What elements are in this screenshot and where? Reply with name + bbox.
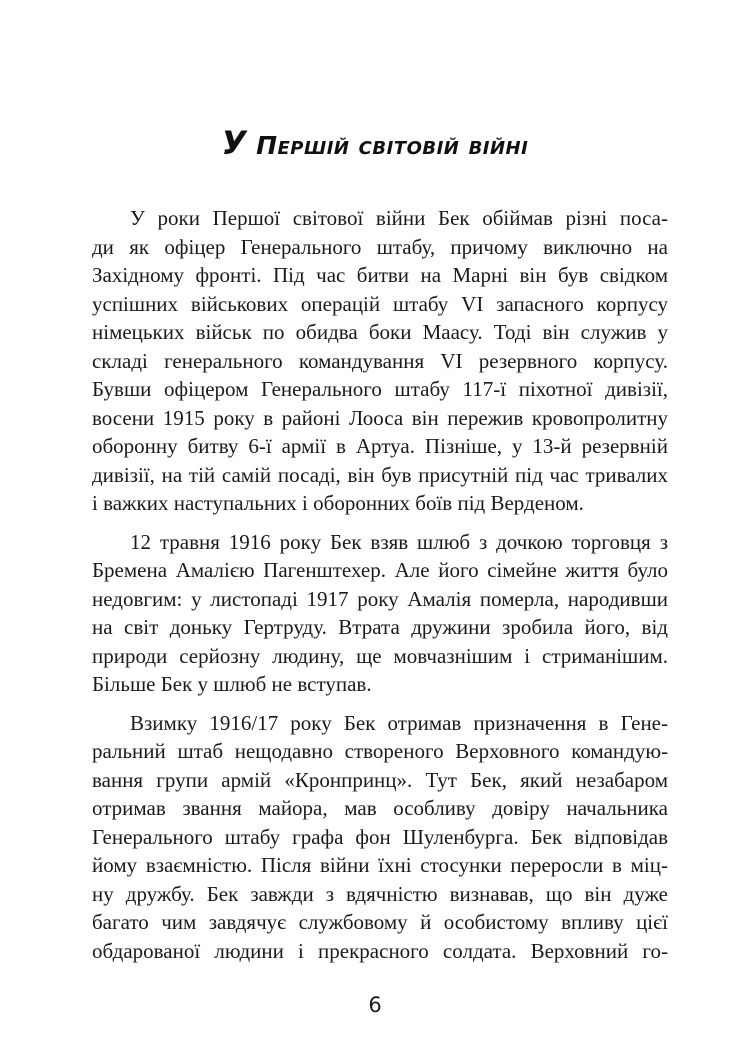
text-line: восени 1915 року в районі Лооса він пережив кровопролитну [92, 405, 668, 430]
text-line: недовгим: у листопаді 1917 року Амалія померла, народивши [92, 586, 668, 611]
text-line: отримав звання майора, мав особливу довіру начальника [92, 796, 668, 820]
text-line: ди як офіцер Генерального штабу, причому виключно на [92, 234, 668, 259]
text-line: ральний штаб нещодавно створеного Верховного командую- [92, 739, 668, 763]
text-line: німецьких військ по обидва боки Маасу. Тоді він служив у [92, 320, 668, 344]
chapter-title [0, 124, 750, 162]
text-line: Взимку 1916/17 року Бек отримав призначення в Гене- [130, 710, 668, 735]
text-line: дивізії, на тій самій посаді, він був присутній під час тривалих [92, 462, 668, 487]
text-line: 12 травня 1916 року Бек взяв шлюб з дочкою торговця з [130, 529, 668, 554]
text-line: Бремена Амалією Пагенштехер. Але його сімейне життя було [92, 558, 668, 582]
text-line: багато чим завдячує службовому й особистому впливу цієї [92, 910, 668, 934]
text-line: У роки Першої світової війни Бек обіймав різні поса- [130, 206, 668, 230]
chapter-title-initial: У [221, 124, 247, 162]
paragraph [92, 204, 668, 518]
text-line: складі генерального командування VI резервного корпусу. [92, 348, 668, 373]
text-line: Бувши офіцером Генерального штабу 117-ї піхотної дивізії, [92, 377, 668, 401]
text-line: оборонну битву 6-ї армії в Артуа. Пізніше, у 13-й резервній [92, 434, 668, 458]
page-number: 6 [368, 993, 382, 1017]
text-line: вання групи армій «Кронпринц». Тут Бек, який незабаром [92, 767, 668, 792]
text-line: обдарованої людини і прекрасного солдата. Верховний го- [92, 938, 668, 963]
chapter-body [92, 204, 668, 975]
text-line: на світ доньку Гертруду. Втрата дружини зробила його, від [92, 615, 668, 639]
text-line: і важких наступальних і оборонних боїв під Верденом. [92, 491, 584, 515]
paragraph [92, 528, 668, 699]
text-line: Генерального штабу графа фон Шуленбурга. Бек відповідав [92, 824, 668, 849]
paragraph [92, 709, 668, 966]
text-line: йому взаємністю. Після війни їхні стосунки переросли в міц- [92, 853, 668, 877]
text-line: Більше Бек у шлюб не вступав. [92, 672, 372, 696]
text-line: успішних військових операцій штабу VI запасного корпусу [92, 291, 668, 316]
chapter-title-rest: Першій світовій війні [256, 131, 529, 160]
text-line: ну дружбу. Бек завжди з вдячністю визнавав, що він дуже [92, 881, 668, 906]
text-line: Західному фронті. Під час битви на Марні він був свідком [92, 263, 668, 287]
text-line: природи серйозну людину, ще мовчазнішим і стриманішим. [92, 643, 668, 668]
